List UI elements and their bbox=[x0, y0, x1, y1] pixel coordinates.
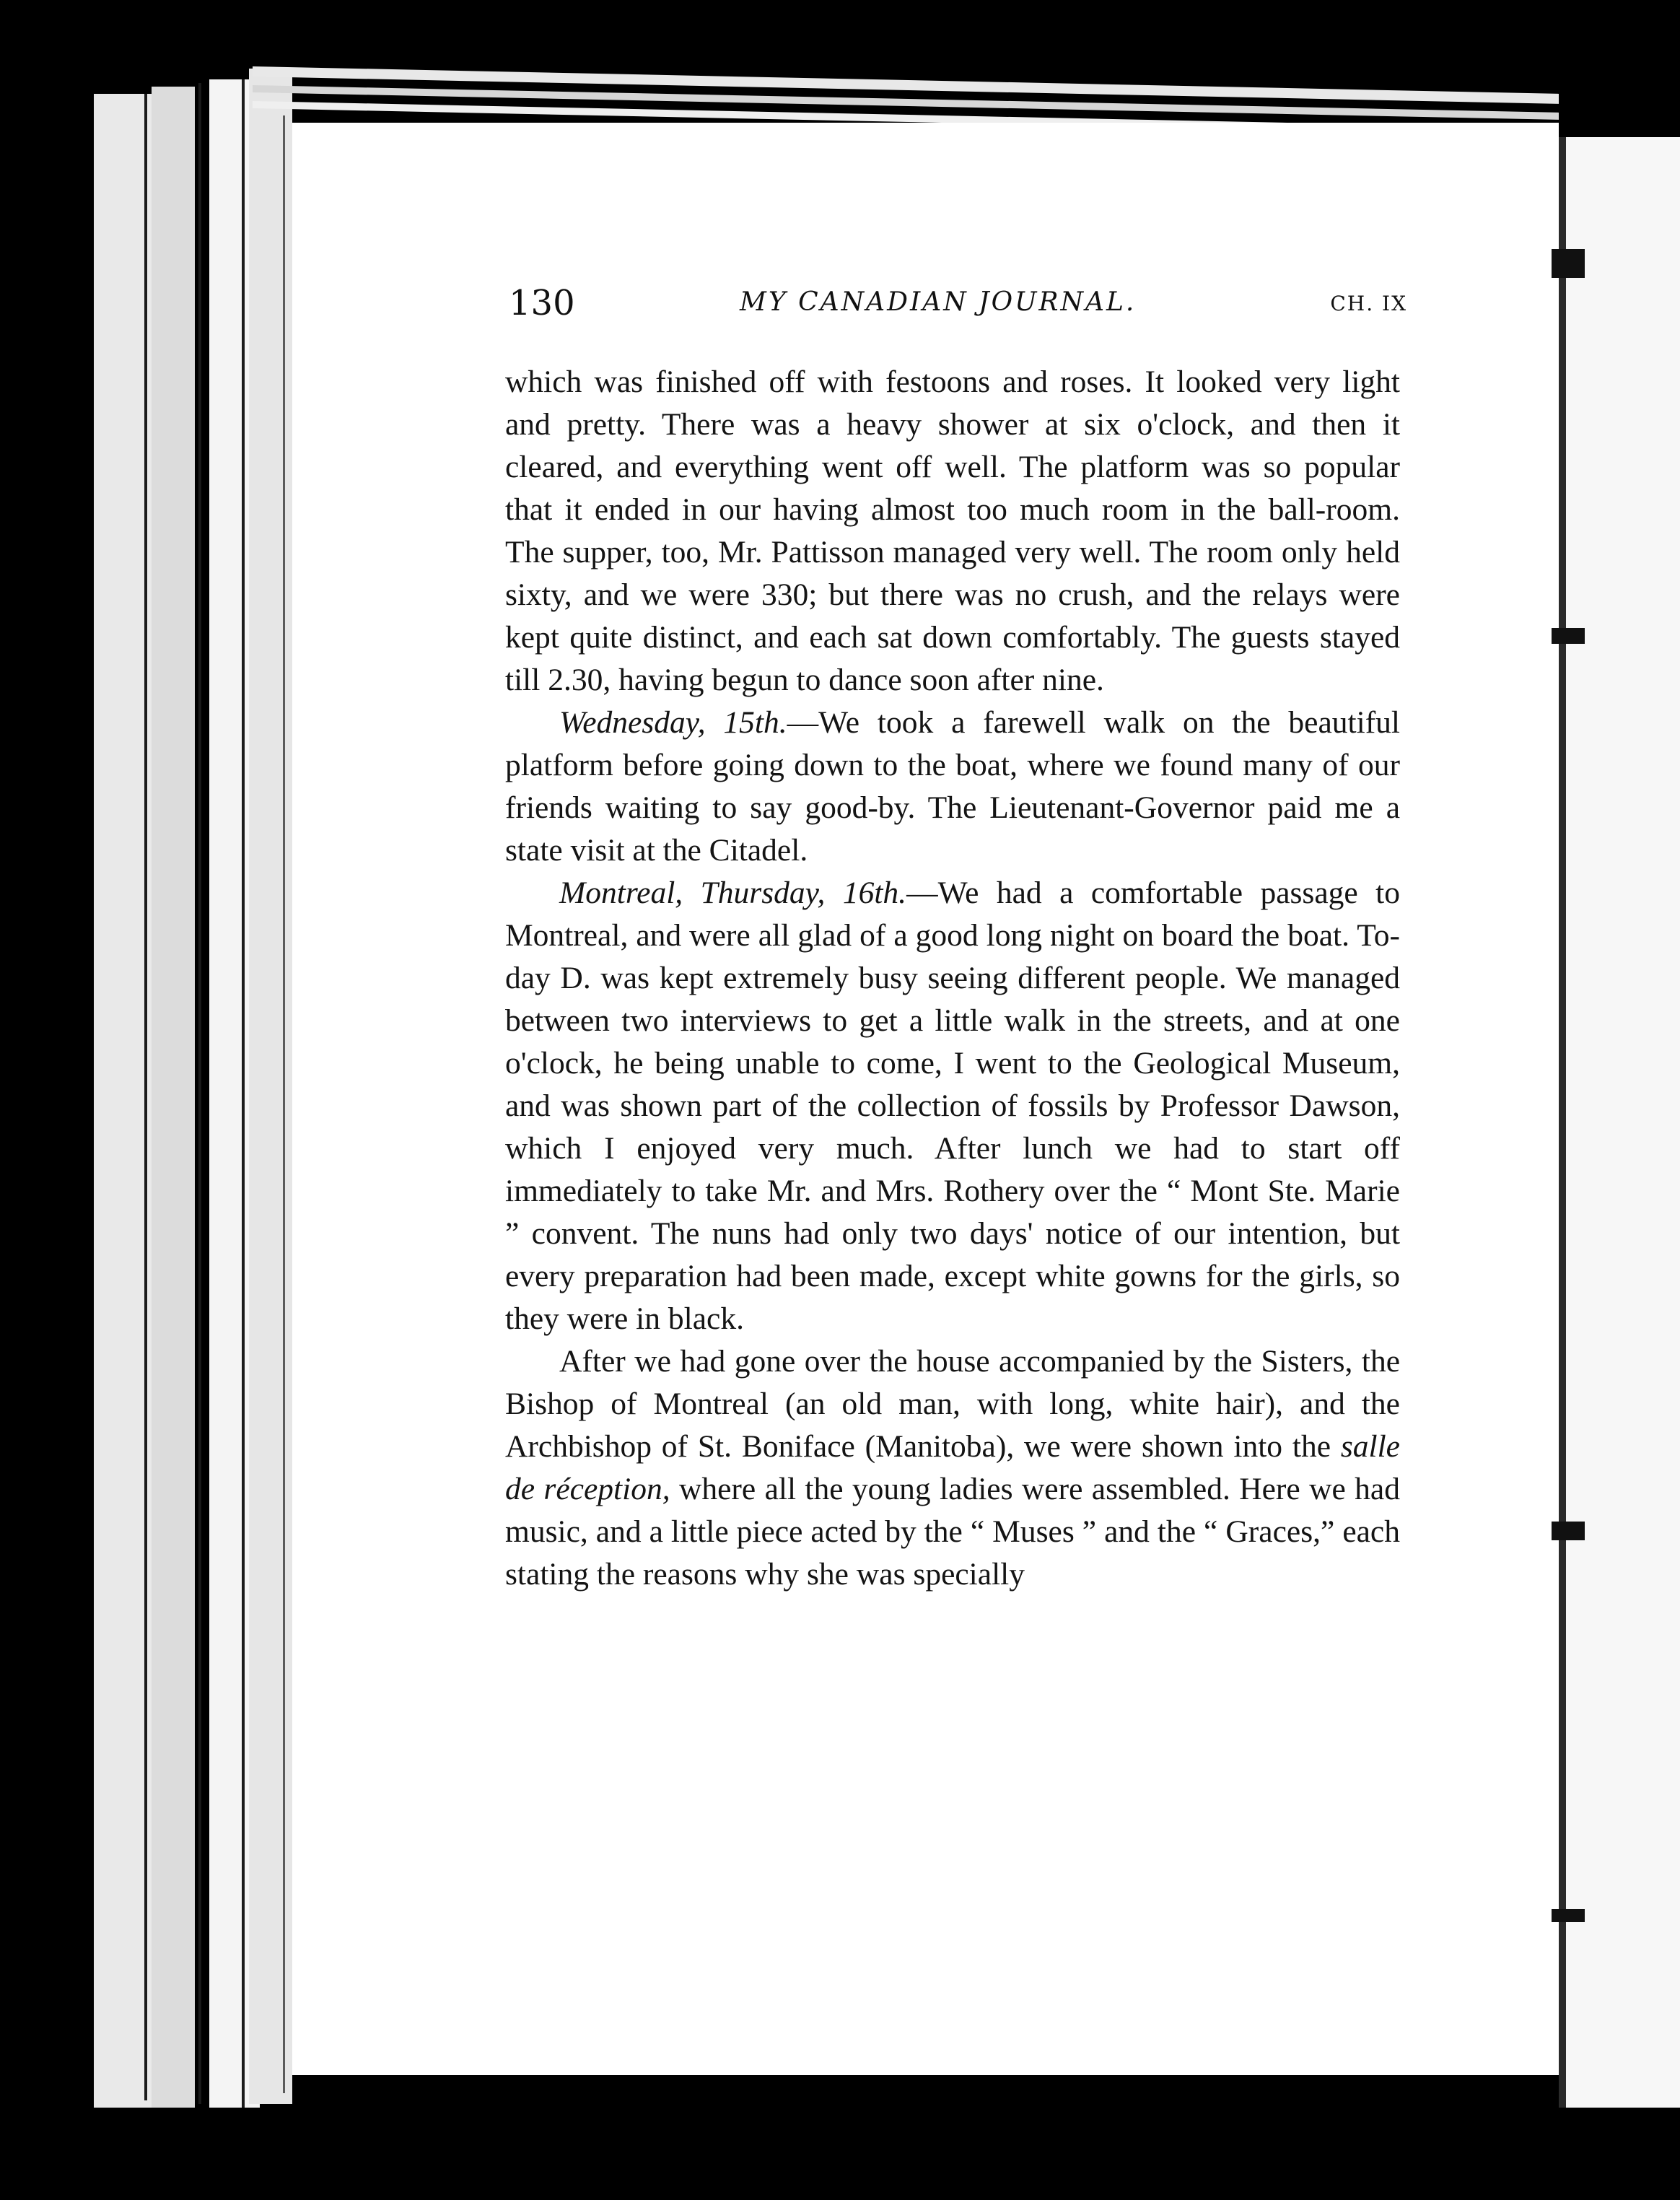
page-clip-mark bbox=[1552, 628, 1585, 644]
paragraph-text: After we had gone over the house accompanied by the Sisters, the Bishop of Montreal (an old man, with long, white hair), and the Archbishop of St. Boniface (Manitoba), we were shown into the bbox=[505, 1344, 1400, 1464]
running-title: MY CANADIAN JOURNAL. bbox=[740, 287, 1137, 317]
facing-page-strip bbox=[1566, 137, 1680, 2108]
paragraph-text: which was finished off with festoons and roses. It looked very light and pretty. There was a heavy shower at six o'clock, and then it cleared, and everything went off well. The platform was so popular that it ended in our having almost too much room in the ball-room. The supper, too, Mr. Pattisson managed very well. The room only held sixty, and we were 330; but there was no crush, and the relays were kept quite distinct, and each sat down comfortably. The guests stayed till 2.30, having begun to dance soon after nine. bbox=[505, 365, 1400, 697]
page-edge-line bbox=[242, 79, 245, 2108]
page-edge-line bbox=[144, 94, 147, 2100]
paragraph bbox=[505, 361, 1400, 702]
paragraph bbox=[505, 702, 1400, 872]
running-head bbox=[509, 283, 1407, 326]
paragraph-text: —We had a comfortable passage to Montreal, and were all glad of a good long night on board the boat. To-day D. was kept extremely busy seeing different people. We managed between two interviews to get a little walk in the streets, and at one o'clock, he being unable to come, I went to the Geological Museum, and was shown part of the collection of fossils by Professor Dawson, which I enjoyed very much. After lunch we had to start off immediately to take Mr. and Mrs. Rothery over the “ Mont Ste. Marie ” convent. The nuns had only two days' notice of our intention, but every preparation had been made, except white gowns for the girls, so they were in black. bbox=[505, 876, 1400, 1336]
date-heading: Montreal, Thursday, 16th. bbox=[559, 876, 907, 910]
italic-phrase: salle de réception, bbox=[505, 1429, 1400, 1506]
body-text bbox=[505, 361, 1400, 1596]
page-edge-line bbox=[198, 83, 201, 2104]
page-clip-mark bbox=[1552, 1909, 1585, 1922]
date-heading: Wednesday, 15th. bbox=[559, 705, 787, 740]
paragraph bbox=[505, 1340, 1400, 1596]
page-edge bbox=[94, 94, 152, 2108]
page-number: 130 bbox=[509, 283, 575, 323]
paragraph-text: —We took a farewell walk on the beautiful platform before going down to the boat, where we found many of our friends waiting to say good-by. The Lieutenant-Governor paid me a state visit at the Citadel. bbox=[505, 705, 1401, 868]
page-edge bbox=[249, 69, 292, 2104]
chapter-label: CH. IX bbox=[1330, 292, 1407, 315]
page-clip-mark bbox=[1552, 249, 1585, 278]
page-clip-mark bbox=[1552, 1522, 1585, 1540]
page-edge bbox=[152, 87, 195, 2108]
paragraph bbox=[505, 872, 1400, 1340]
paragraph-text: where all the young ladies were assembled. Here we had music, and a little piece acted by the “ Muses ” and the “ Graces,” each stating the reasons why she was specially bbox=[505, 1472, 1400, 1592]
page-edge-line bbox=[283, 115, 285, 2093]
